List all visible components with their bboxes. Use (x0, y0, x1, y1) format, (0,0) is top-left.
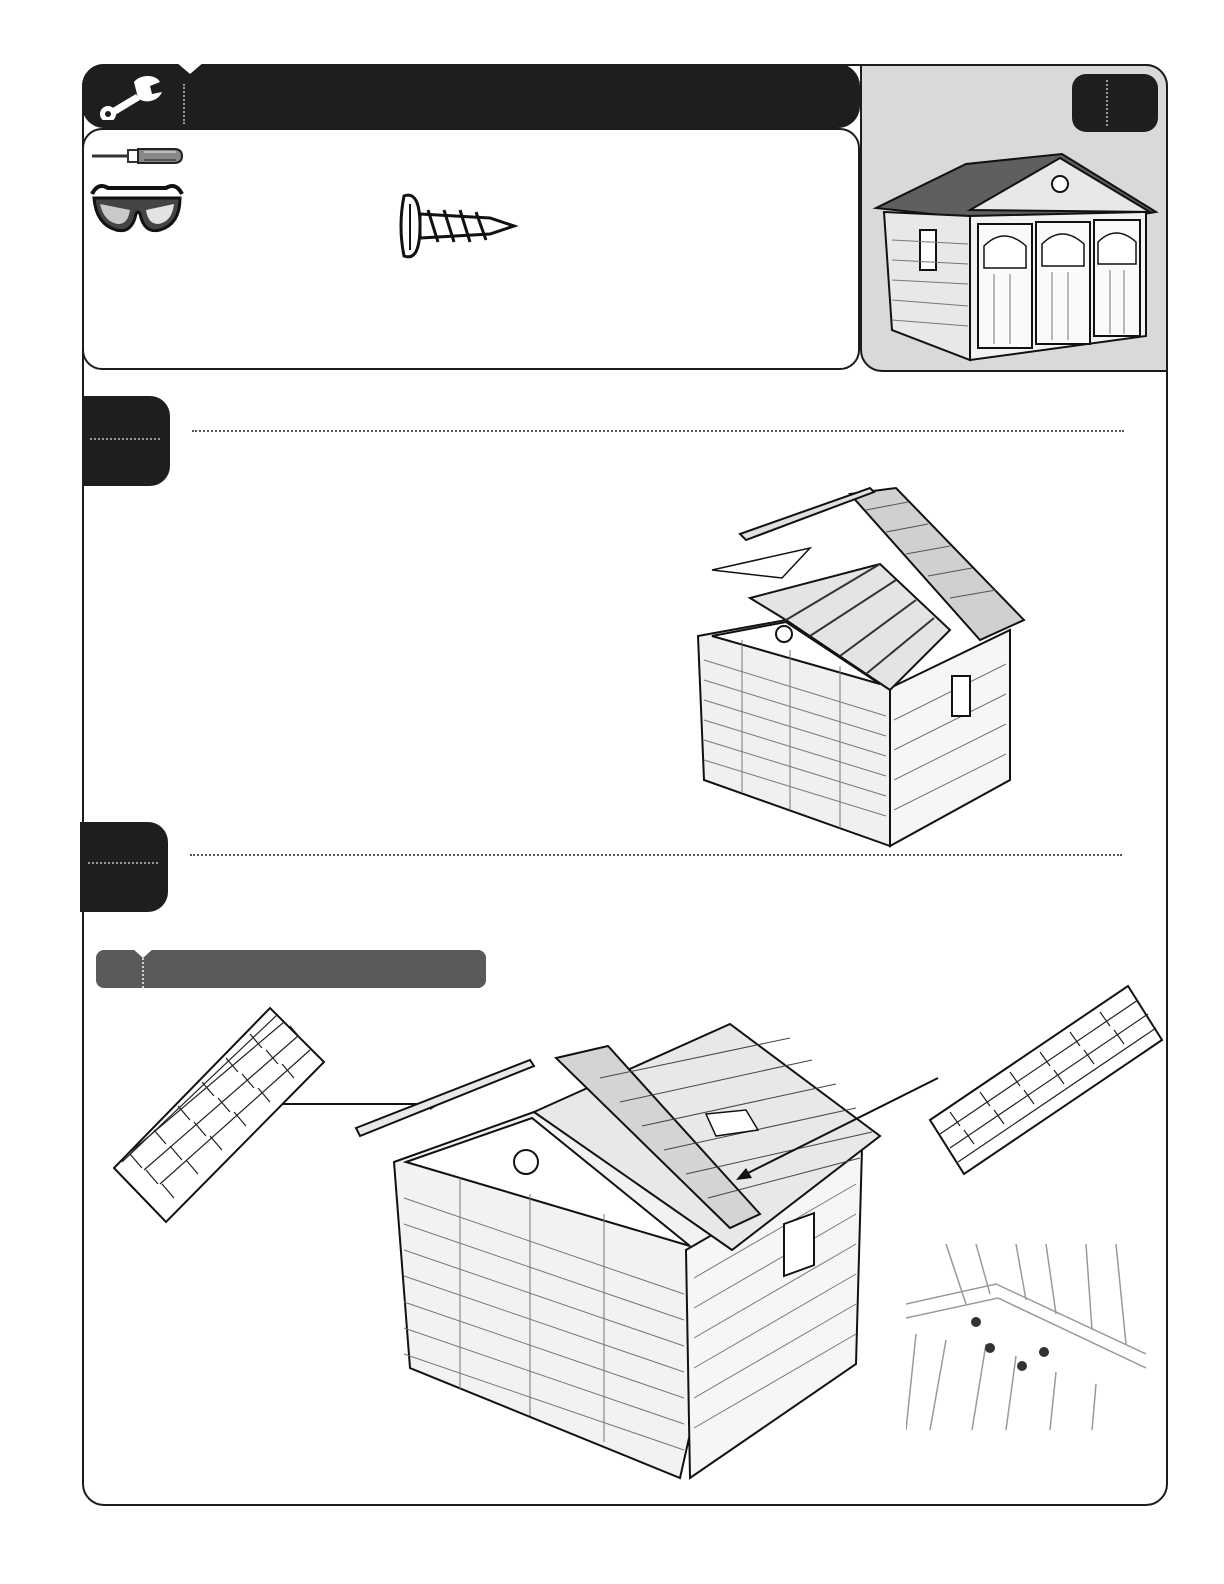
screw-detail-inset (906, 1244, 1146, 1430)
step-a-tab-divider (90, 438, 160, 440)
screwdriver-icon (90, 146, 184, 166)
sub-header-notch (132, 948, 154, 960)
step-b-tab (80, 822, 168, 912)
left-roof-panel-illustration (110, 1004, 328, 1226)
step-badge-divider (1106, 80, 1108, 126)
step-a-rule (192, 430, 1124, 432)
step-a-shed-illustration (690, 480, 1040, 850)
screw-icon (398, 190, 518, 262)
wrench-icon (96, 72, 166, 120)
right-panel-arrow (732, 1076, 940, 1186)
safety-glasses-icon (88, 180, 186, 238)
right-roof-panel-illustration (926, 982, 1166, 1178)
header-divider (183, 84, 185, 124)
step-b-rule (190, 854, 1122, 856)
step-a-tab (82, 396, 170, 486)
step-b-tab-divider (88, 862, 158, 864)
header-notch (176, 62, 204, 76)
sub-header-bar (96, 950, 486, 988)
sub-header-divider (142, 958, 144, 988)
finished-shed-illustration (870, 150, 1162, 362)
step-number-badge (1072, 74, 1158, 132)
